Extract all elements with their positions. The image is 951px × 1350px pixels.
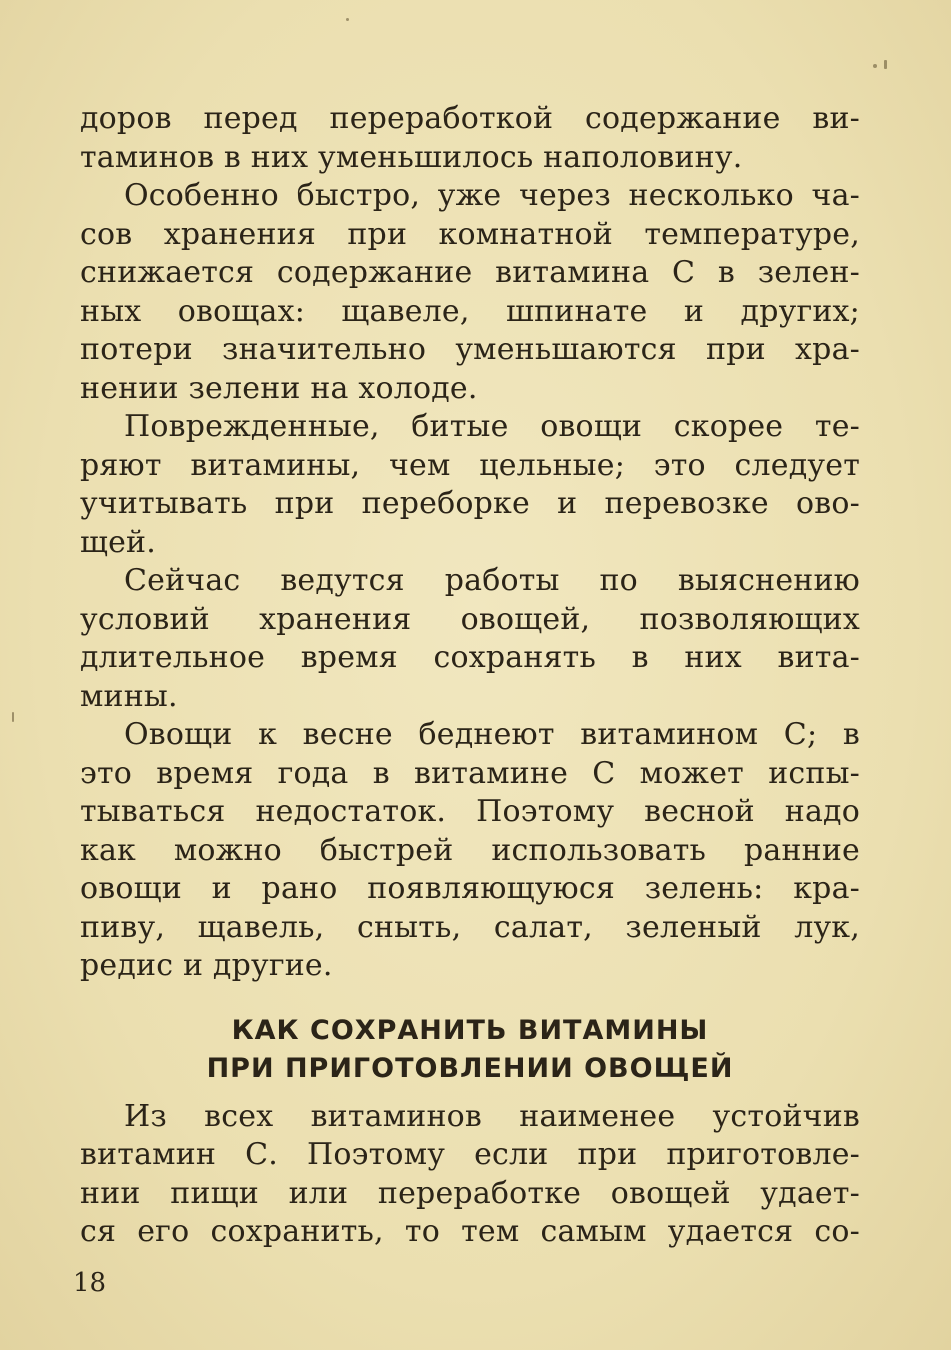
paragraph-start-line: Из всех витаминов наименее устойчив [124,1098,860,1134]
text-line: нении зелени на холоде. [80,370,478,406]
print-speck [884,60,887,69]
heading-spacer [80,986,860,1012]
text-line: условий хранения овощей, позволяющих [80,601,860,637]
page-text [80,100,860,1252]
text-line: витамин С. Поэтому если при приготовле- [80,1137,860,1172]
text-line: как можно быстрей использовать ранние [80,832,860,868]
paragraph-start-line: Сейчас ведутся работы по выяснению [124,563,860,598]
text-line: длительное время сохранять в них вита- [80,640,860,675]
text-line: овощи и рано появляющуюся зелень: кра- [80,871,860,906]
text-line: мины. [80,678,178,714]
section-heading-line-1: КАК СОХРАНИТЬ ВИТАМИНЫ [231,1014,709,1046]
text-line: снижается содержание витамина С в зелен- [80,255,860,290]
text-line: сов хранения при комнатной температуре, [80,216,860,252]
paragraph-start-line: Овощи к весне беднеют витамином С; в [124,717,860,752]
text-line: это время года в витамине С может испы- [80,755,860,791]
text-line: доров перед переработкой содержание ви- [80,101,860,136]
print-speck [873,64,877,68]
text-line: учитывать при переборке и перевозке ово- [80,486,860,521]
page-number: 18 [73,1268,107,1298]
text-line: ряют витамины, чем цельные; это следует [80,447,860,483]
print-speck [346,18,349,21]
text-line: таминов в них уменьшилось наполовину. [80,139,743,175]
print-speck [12,712,14,722]
text-line: щей. [80,524,156,560]
text-line: редис и другие. [80,948,333,983]
paragraph-start-line: Особенно быстро, уже через несколько ча- [124,178,860,213]
text-line: пиву, щавель, сныть, салат, зеленый лук, [80,909,860,945]
text-line: ся его сохранить, то тем самым удается со- [80,1214,860,1249]
text-line: нии пищи или переработке овощей удает- [80,1175,860,1211]
text-line: ных овощах: щавеле, шпинате и других; [80,293,860,329]
text-line: потери значительно уменьшаются при хра- [80,332,860,367]
text-line: тываться недостаток. Поэтому весной надо [80,794,860,829]
heading-spacer [80,1088,860,1098]
paragraph-start-line: Поврежденные, битые овощи скорее те- [124,409,860,444]
section-heading-line-2: ПРИ ПРИГОТОВЛЕНИИ ОВОЩЕЙ [206,1052,734,1084]
